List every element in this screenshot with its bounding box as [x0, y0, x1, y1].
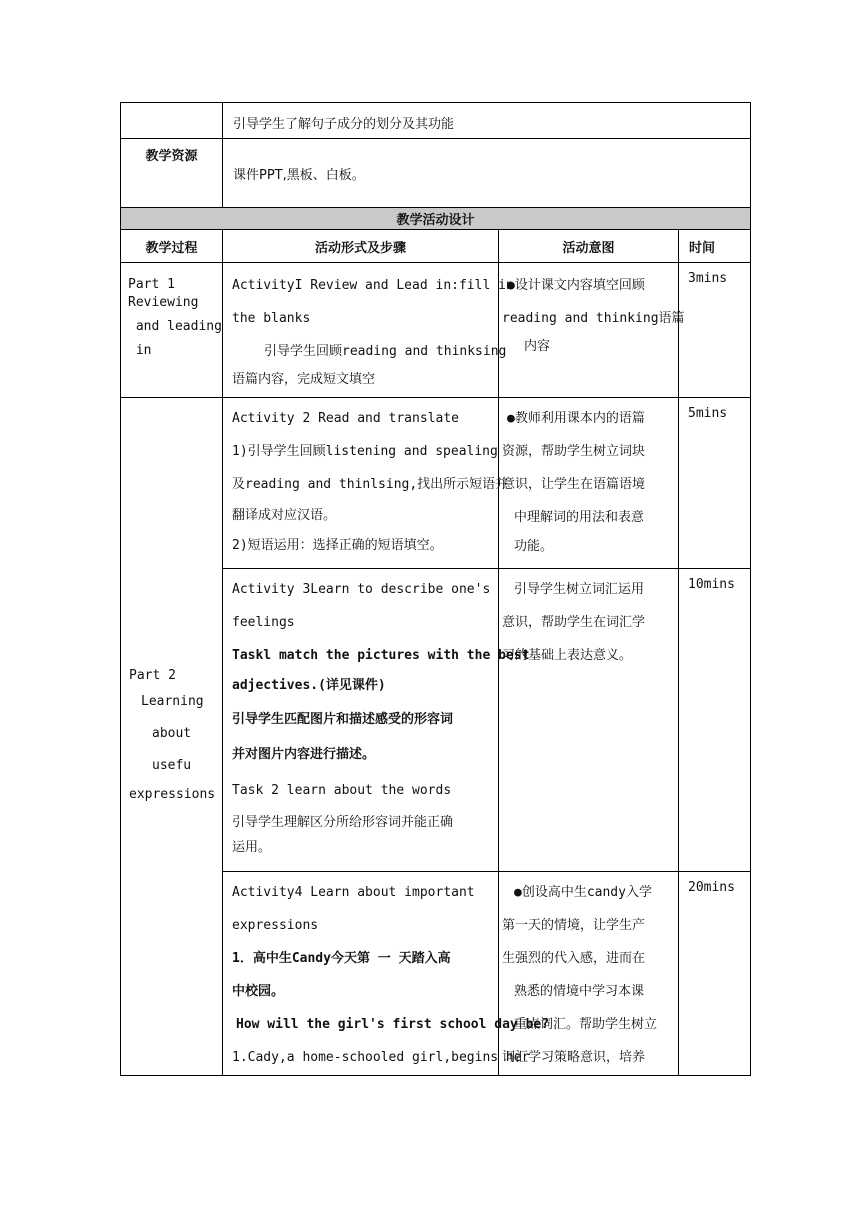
part2-label-line: usefu: [152, 757, 192, 773]
intent2-line: 中理解词的用法和表意: [514, 510, 645, 525]
header-row: [121, 230, 751, 263]
activity4-line: How will the girl's first school day be?: [236, 1017, 550, 1032]
intent3-line: 引导学生树立词汇运用: [514, 582, 645, 597]
intent1-line: ●设计课文内容填空回顾: [507, 278, 645, 293]
part1-label-line: Reviewing: [128, 295, 199, 310]
activity4-line: Activity4 Learn about important: [232, 885, 475, 900]
header-process-text: 教学过程: [145, 240, 198, 256]
header-process: [121, 230, 223, 263]
activity2-line: 1)引导学生回顾listening and spealing: [232, 444, 498, 459]
part1-label-cell: [121, 263, 223, 398]
activity1-line: ActivityI Review and Lead in:fill in: [232, 278, 514, 293]
section-title-cell: [121, 208, 751, 230]
intent4-line: 第一天的情境，让学生产: [502, 918, 646, 933]
activity4-time-cell: [679, 872, 751, 1076]
resources-label-cell: [121, 139, 223, 208]
intent2-line: 意识，让学生在语篇语境: [502, 477, 646, 492]
header-intent: [499, 230, 679, 263]
lesson-plan-table: [120, 102, 751, 1076]
activity4-intent-cell: [499, 872, 679, 1076]
activity3-line: adjectives.(详见课件): [232, 678, 386, 693]
part1-time: 3mins: [688, 271, 728, 286]
intent4-line: 词汇学习策略意识，培养: [502, 1050, 646, 1065]
part2-label-line: about: [152, 725, 192, 741]
activity3-time: 10mins: [688, 577, 735, 592]
part1-intent-cell: [499, 263, 685, 398]
activity3-line: 引导学生匹配图片和描述感受的形容词: [232, 712, 454, 727]
intent4-line: 熟悉的情境中学习本课: [514, 984, 645, 999]
activity1-line: the blanks: [232, 311, 311, 326]
part1-label-line: Part 1: [128, 277, 175, 292]
activity3-line: 并对图片内容进行描述。: [232, 747, 376, 762]
section-title: 教学活动设计: [396, 213, 475, 228]
part1-label-line: in: [128, 343, 152, 358]
goal-label-cell: [121, 103, 223, 139]
goal-text: 引导学生了解句子成分的划分及其功能: [233, 117, 455, 132]
intent2-line: ●教师利用课本内的语篇: [507, 411, 645, 426]
activity3-line: Activity 3Learn to describe one's: [232, 582, 491, 597]
part1-time-cell: [679, 263, 751, 398]
resources-text: 课件PPT,黑板、白板。: [233, 168, 365, 183]
resources-row: [121, 139, 751, 208]
activity4-line: 1．高中生Candy今天第 一 天踏入高: [232, 951, 451, 966]
activity4-cell: [223, 872, 550, 1076]
intent2-line: 资源，帮助学生树立词块: [502, 444, 646, 459]
activity1-line: 引导学生回顾reading and thinksing: [264, 344, 507, 359]
header-time-text: 时间: [689, 240, 716, 256]
activity2-line: 及reading and thinlsing,找出所示短语并: [232, 477, 509, 492]
intent1-line: reading and thinking语篇: [502, 311, 685, 326]
activity2-intent-cell: [499, 398, 679, 569]
activity2-line: 2)短语运用：选择正确的短语填空。: [232, 538, 443, 553]
activity1-line: 语篇内容，完成短文填空: [232, 372, 376, 387]
activity3-line: 引导学生理解区分所给形容词并能正确: [232, 815, 454, 830]
activity2-line: 翻译成对应汉语。: [232, 508, 337, 523]
activity3-line: Taskl match the pictures with the best: [232, 648, 530, 663]
part1-label-line: and leading: [128, 319, 222, 334]
part1-row: [121, 263, 751, 398]
intent4-line: 生强烈的代入感，进而在: [502, 951, 646, 966]
activity2-line: Activity 2 Read and translate: [232, 411, 459, 426]
activity2-cell: [223, 398, 509, 569]
resources-label: 教学资源: [145, 149, 198, 164]
part2-label-line: expressions: [129, 786, 216, 802]
activity3-time-cell: [679, 569, 751, 872]
activity4-time: 20mins: [688, 880, 735, 895]
activity2-row: [121, 398, 751, 569]
section-title-row: [121, 208, 751, 230]
activity4-line: 中校园。: [232, 984, 285, 999]
activity2-time: 5mins: [688, 406, 728, 421]
part2-label-cell: [121, 398, 223, 1076]
goal-row: [121, 103, 751, 139]
part2-label-line: Part 2: [129, 667, 176, 683]
header-steps-text: 活动形式及步骤: [314, 240, 406, 256]
activity3-intent-cell: [499, 569, 679, 872]
intent3-line: 意识，帮助学生在词汇学: [502, 615, 646, 630]
goal-content-cell: [223, 103, 751, 139]
part2-label-line: Learning: [141, 693, 204, 709]
activity3-line: 运用。: [232, 840, 272, 855]
intent3-line: 习的基础上表达意义。: [502, 648, 633, 663]
intent2-line: 功能。: [514, 539, 554, 554]
activity3-line: Task 2 learn about the words: [232, 783, 452, 798]
intent4-line: 重点词汇。帮助学生树立: [514, 1017, 658, 1032]
intent1-line: 内容: [524, 339, 551, 354]
activity3-line: feelings: [232, 615, 295, 630]
header-time: [679, 230, 751, 263]
part1-activity-cell: [223, 263, 514, 398]
intent4-line: ●创设高中生candy入学: [514, 885, 652, 900]
activity3-cell: [223, 569, 530, 872]
activity4-line: expressions: [232, 918, 319, 933]
resources-content-cell: [223, 139, 751, 208]
activity2-time-cell: [679, 398, 751, 569]
header-steps: [223, 230, 499, 263]
activity4-line: 1.Cady,a home-schooled girl,begins her: [232, 1050, 530, 1065]
header-intent-text: 活动意图: [562, 240, 615, 256]
